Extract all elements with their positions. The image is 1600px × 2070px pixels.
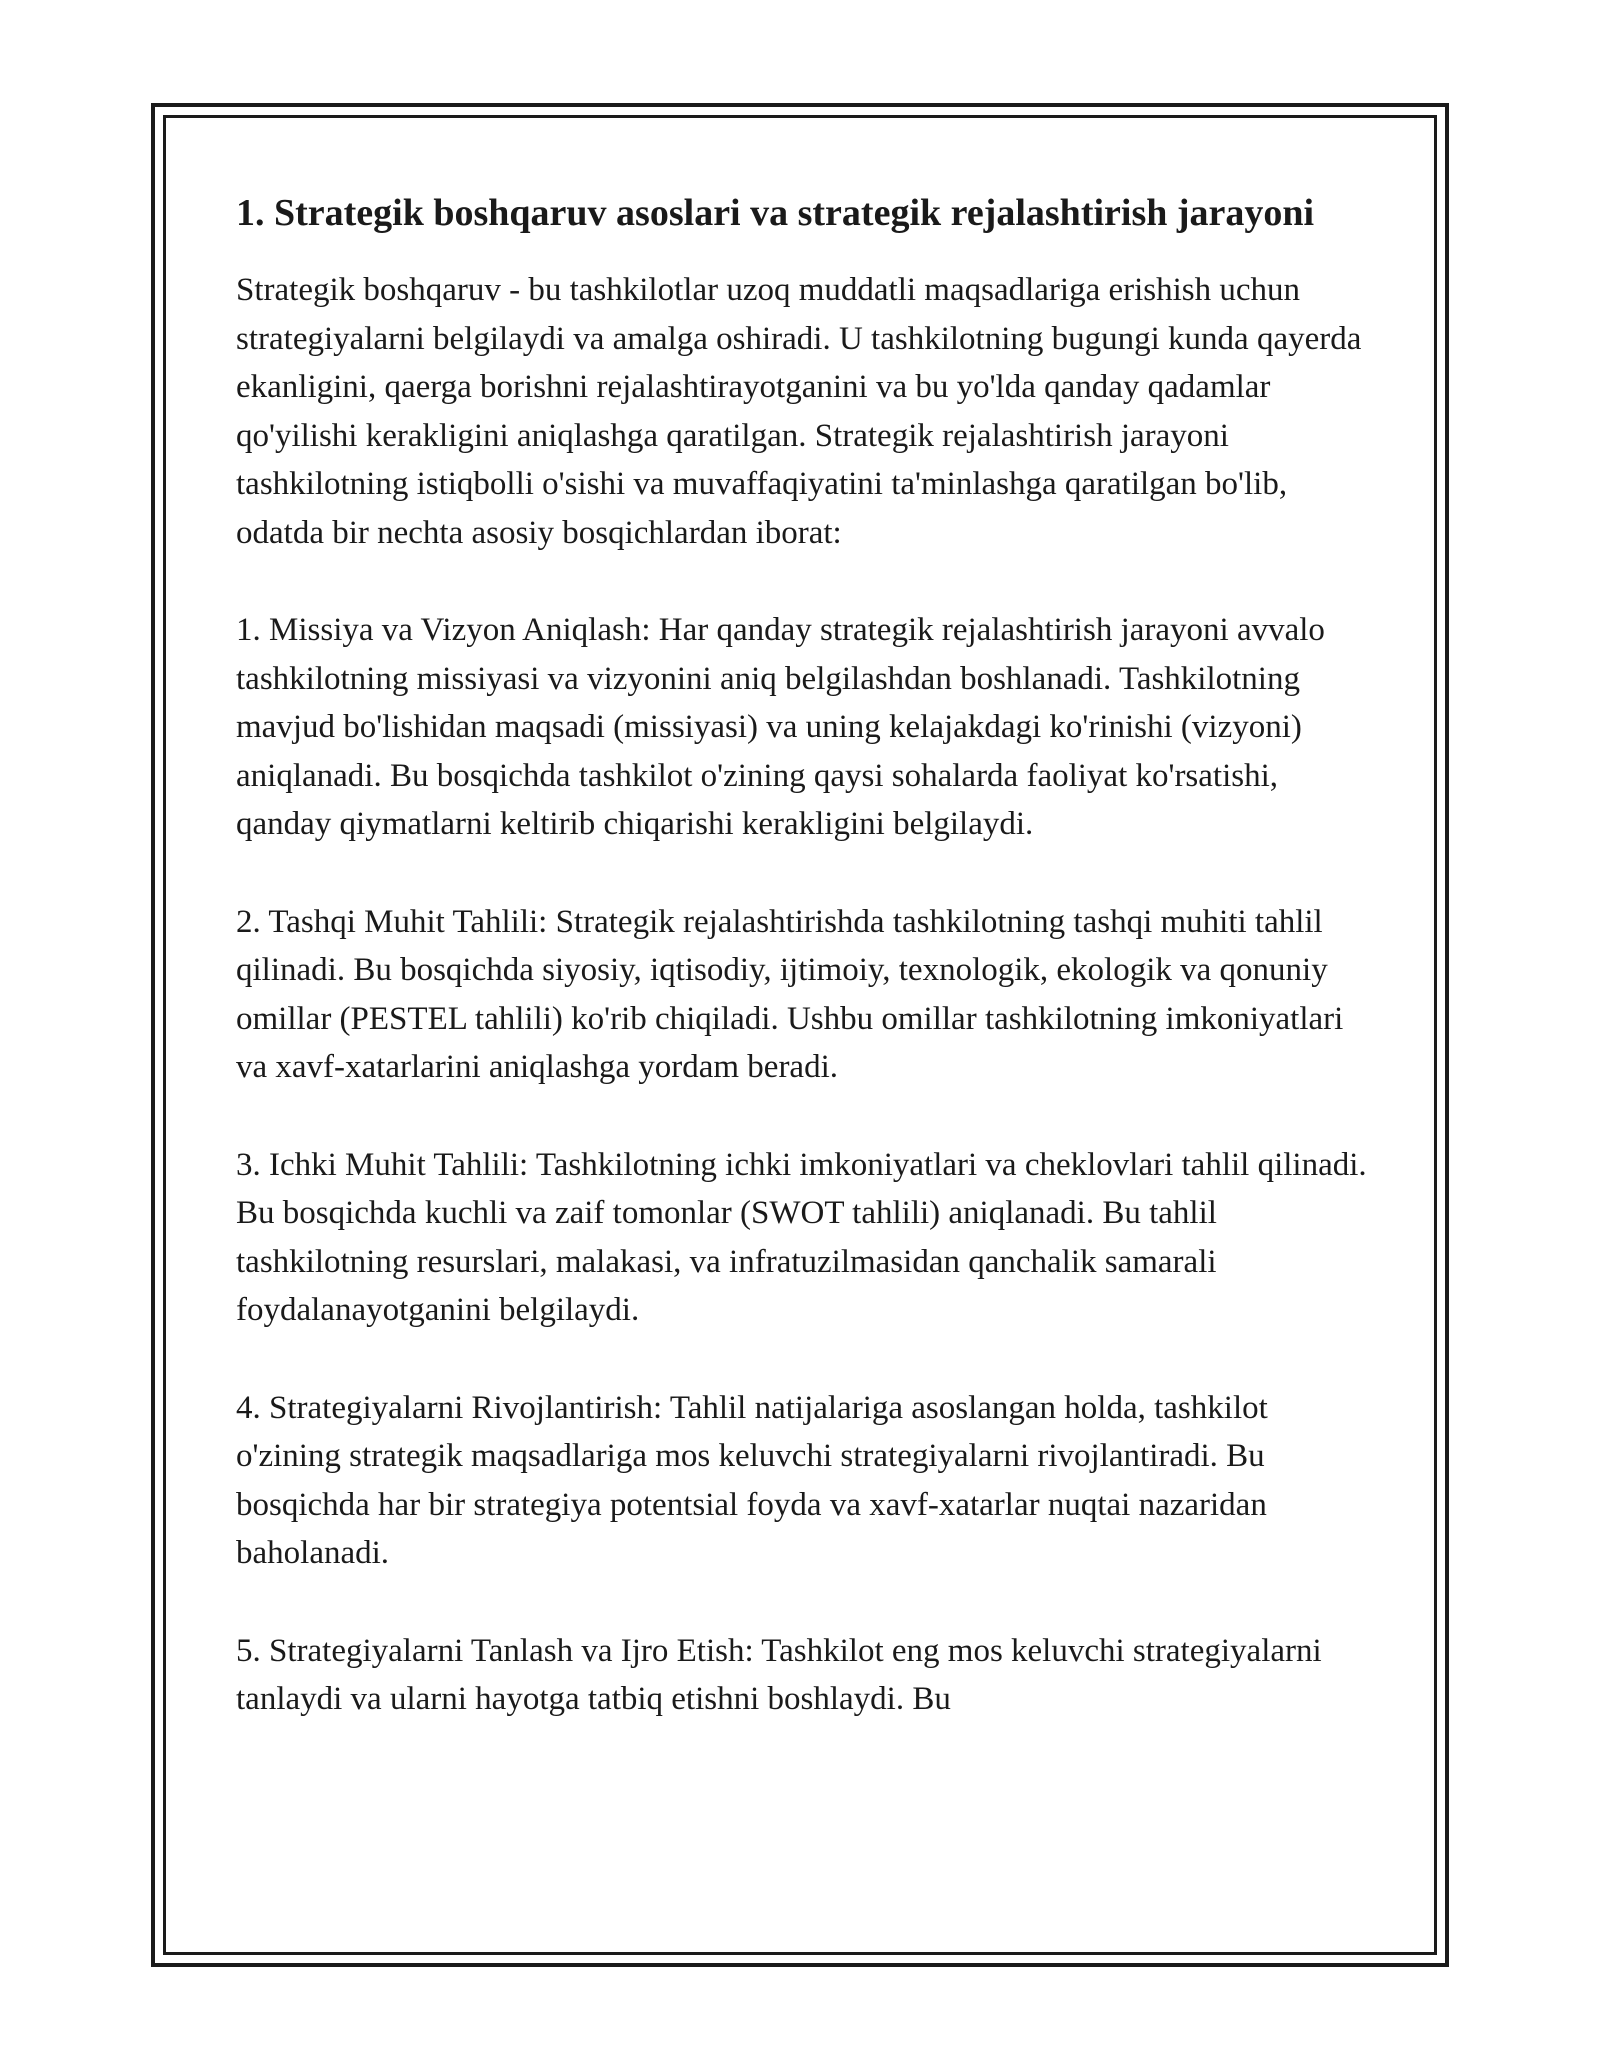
step-4-paragraph: 4. Strategiyalarni Rivojlantirish: Tahlil natijalariga asoslangan holda, tashkilot o'zining strategik maqsadlariga mos keluvchi strategiyalarni rivojlantiradi. Bu bosqichda har bir strategiya potentsial foyda va xavf-xatarlar nuqtai nazaridan baholanadi. (236, 1389, 1268, 1571)
step-2-paragraph: 2. Tashqi Muhit Tahlili: Strategik rejalashtirishda tashkilotning tashqi muhiti tahlil qilinadi. Bu bosqichda siyosiy, iqtisodiy, ijtimoiy, texnologik, ekologik va qonuniy omillar (PESTEL tahlili) ko'rib chiqiladi. Ushbu omillar tashkilotning imkoniyatlari va xavf-xatarlarini aniqlashga yordam beradi. (236, 903, 1344, 1085)
intro-paragraph: Strategik boshqaruv - bu tashkilotlar uzoq muddatli maqsadlariga erishish uchun strategiyalarni belgilaydi va amalga oshiradi. U tashkilotning bugungi kunda qayerda ekanligini, qaerga borishni rejalashtirayotganini va bu yo'lda qanday qadamlar qo'yilishi kerakligini aniqlashga qaratilgan. Strategik rejalashtirish jarayoni tashkilotning istiqbolli o'sishi va muvaffaqiyatini ta'minlashga qaratilgan bo'lib, odatda bir nechta asosiy bosqichlardan iborat: (236, 272, 1362, 551)
step-3-paragraph: 3. Ichki Muhit Tahlili: Tashkilotning ichki imkoniyatlari va cheklovlari tahlil qilinadi. Bu bosqichda kuchli va zaif tomonlar (SWOT tahlili) aniqlanadi. Bu tahlil tashkilotning resurslari, malakasi, va infratuzilmasidan qanchalik samarali foydalanayotganini belgilaydi. (236, 1146, 1367, 1328)
step-1-paragraph: 1. Missiya va Vizyon Aniqlash: Har qanday strategik rejalashtirish jarayoni avvalo tashkilotning missiyasi va vizyonini aniq belgilashdan boshlanadi. Tashkilotning mavjud bo'lishidan maqsadi (missiyasi) va uning kelajakdagi ko'rinishi (vizyoni) aniqlanadi. Bu bosqichda tashkilot o'zining qaysi sohalarda faoliyat ko'rsatishi, qanday qiymatlarni keltirib chiqarishi kerakligini belgilaydi. (236, 612, 1325, 842)
section-heading: 1. Strategik boshqaruv asoslari va strategik rejalashtirish jarayoni (236, 192, 1315, 234)
step-5-paragraph: 5. Strategiyalarni Tanlash va Ijro Etish: Tashkilot eng mos keluvchi strategiyalarni tanlaydi va ularni hayotga tatbiq etishni boshlaydi. Bu (236, 1632, 1322, 1717)
document-body (236, 186, 1376, 1724)
